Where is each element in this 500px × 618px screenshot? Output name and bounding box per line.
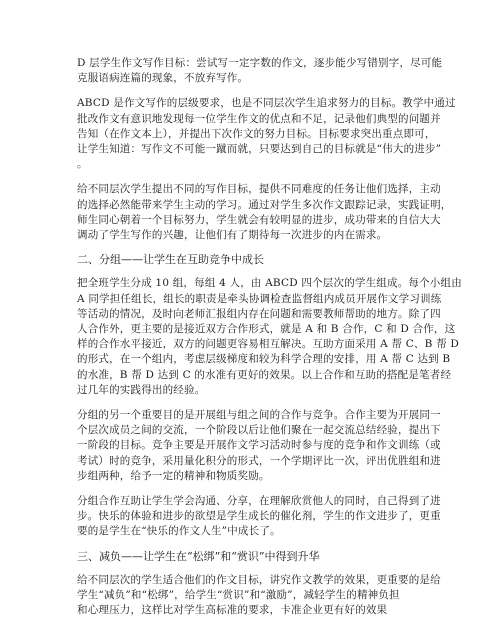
paragraph-different-goals [77, 182, 452, 243]
paragraph-burden-reduction [77, 573, 441, 618]
paragraph-grouping-method [77, 276, 462, 398]
text-line: A 同学担任组长，组长的职责是牵头协调检查监督组内成员开展作文学习训练 [77, 292, 442, 305]
text-line: 的水准，B 帮 D 达到 C 的水准有更好的效果。以上合作和互助的搭配是笔者经 [77, 368, 452, 381]
text-line: 等活动的情况，及时向老师汇报组内存在问题和需要教师帮助的地方。除了四 [77, 307, 441, 320]
text-line: 把全班学生分成 10 组，每组 4 人，由 ABCD 四个层次的学生组成。每个小组由 [77, 277, 462, 290]
paragraph-abcd-requirements [77, 96, 456, 172]
text-line: 调动了学生写作的兴趣，让他们有了期待每一次进步的内在需求。 [77, 229, 388, 241]
text-line: 告知（在作文本上），并提出下次作文的努力目标。目标要求突出重点即可， [77, 127, 436, 140]
text-line: 。 [77, 158, 88, 171]
text-line: 要的是学生在“快乐的作文人生”中成长了。 [77, 525, 281, 538]
text-line: D 层学生作文写作目标：尝试写一定字数的作文，逐步能少写错别字，尽可能 [77, 57, 443, 69]
text-line: 一阶段的目标。竞争主要是开展作文学习活动时参与度的竞争和作文训练（或 [77, 439, 441, 452]
text-line: 给不同层次的学生适合他们的作文目标，讲究作文教学的效果，更重要的是给 [77, 573, 441, 586]
paragraph-cooperation-growth [77, 494, 441, 540]
text-line: 考试）时的竞争，采用量化积分的形式，一个学期评比一次，评出优胜组和进 [77, 454, 441, 467]
text-line: 分组合作互助让学生学会沟通、分享，在理解欣赏他人的同时，自己得到了进 [77, 495, 441, 507]
text-line: 克服语病连篇的现象，不放弃写作。 [77, 72, 249, 85]
text-line: 样的合作水平接近，双方的问题更容易相互解决。互助方面采用 A 帮 C、B 帮 D [77, 338, 459, 351]
section-heading-burden-reduction: 三、减负——让学生在“松绑”和“赏识”中得到升华 [77, 549, 320, 563]
text-line: 步组两种，给予一定的精神和物质奖励。 [77, 469, 270, 482]
text-line: 和心理压力，这样比对学生高标准的要求，卡准企业更有好的效果 [77, 604, 388, 617]
text-line: 过几年的实践得出的经验。 [77, 383, 206, 396]
text-line: 学生“减负”和“松绑”，给学生“赏识”和“激励”，减轻学生的精神负担 [77, 589, 400, 601]
paragraph-d-level-goal [77, 56, 443, 86]
paragraph-group-competition [77, 408, 441, 484]
text-line: 步。快乐的体验和进步的欲望是学生成长的催化剂，学生的作文进步了，更重 [77, 510, 441, 523]
section-heading-grouping: 二、分组——让学生在互助竞争中成长 [77, 253, 264, 267]
text-line: 的形式，在一个组内，考虑层级梯度和较为科学合理的安排，用 A 帮 C 达到 B [77, 353, 451, 366]
text-line: ABCD 是作文写作的层级要求，也是不同层次学生追求努力的目标。教学中通过 [77, 97, 456, 110]
text-line: 人合作外，更主要的是接近双方合作形式，就是 A 和 B 合作，C 和 D 合作，这 [77, 323, 456, 335]
text-line: 个层次成员之间的交流，一个阶段以后让他们聚在一起交流总结经验，提出下 [77, 424, 441, 437]
text-line: 批改作文有意识地发现每一位学生作文的优点和不足，记录他们典型的问题并 [77, 112, 441, 125]
text-line: 的选择必然能带来学生主动的学习。通过对学生多次作文跟踪记录，实践证明， [77, 198, 452, 211]
text-line: 给不同层次学生提出不同的写作目标，提供不同难度的任务让他们选择，主动 [77, 183, 441, 196]
text-line: 分组的另一个重要目的是开展组与组之间的合作与竞争。合作主要为开展同一 [77, 409, 441, 421]
text-line: 师生同心朝着一个目标努力，学生就会有较明显的进步，成功带来的自信大大 [77, 213, 441, 226]
text-line: 让学生知道：写作文不可能一蹴而就，只要达到自己的目标就是“伟大的进步” [77, 143, 442, 155]
